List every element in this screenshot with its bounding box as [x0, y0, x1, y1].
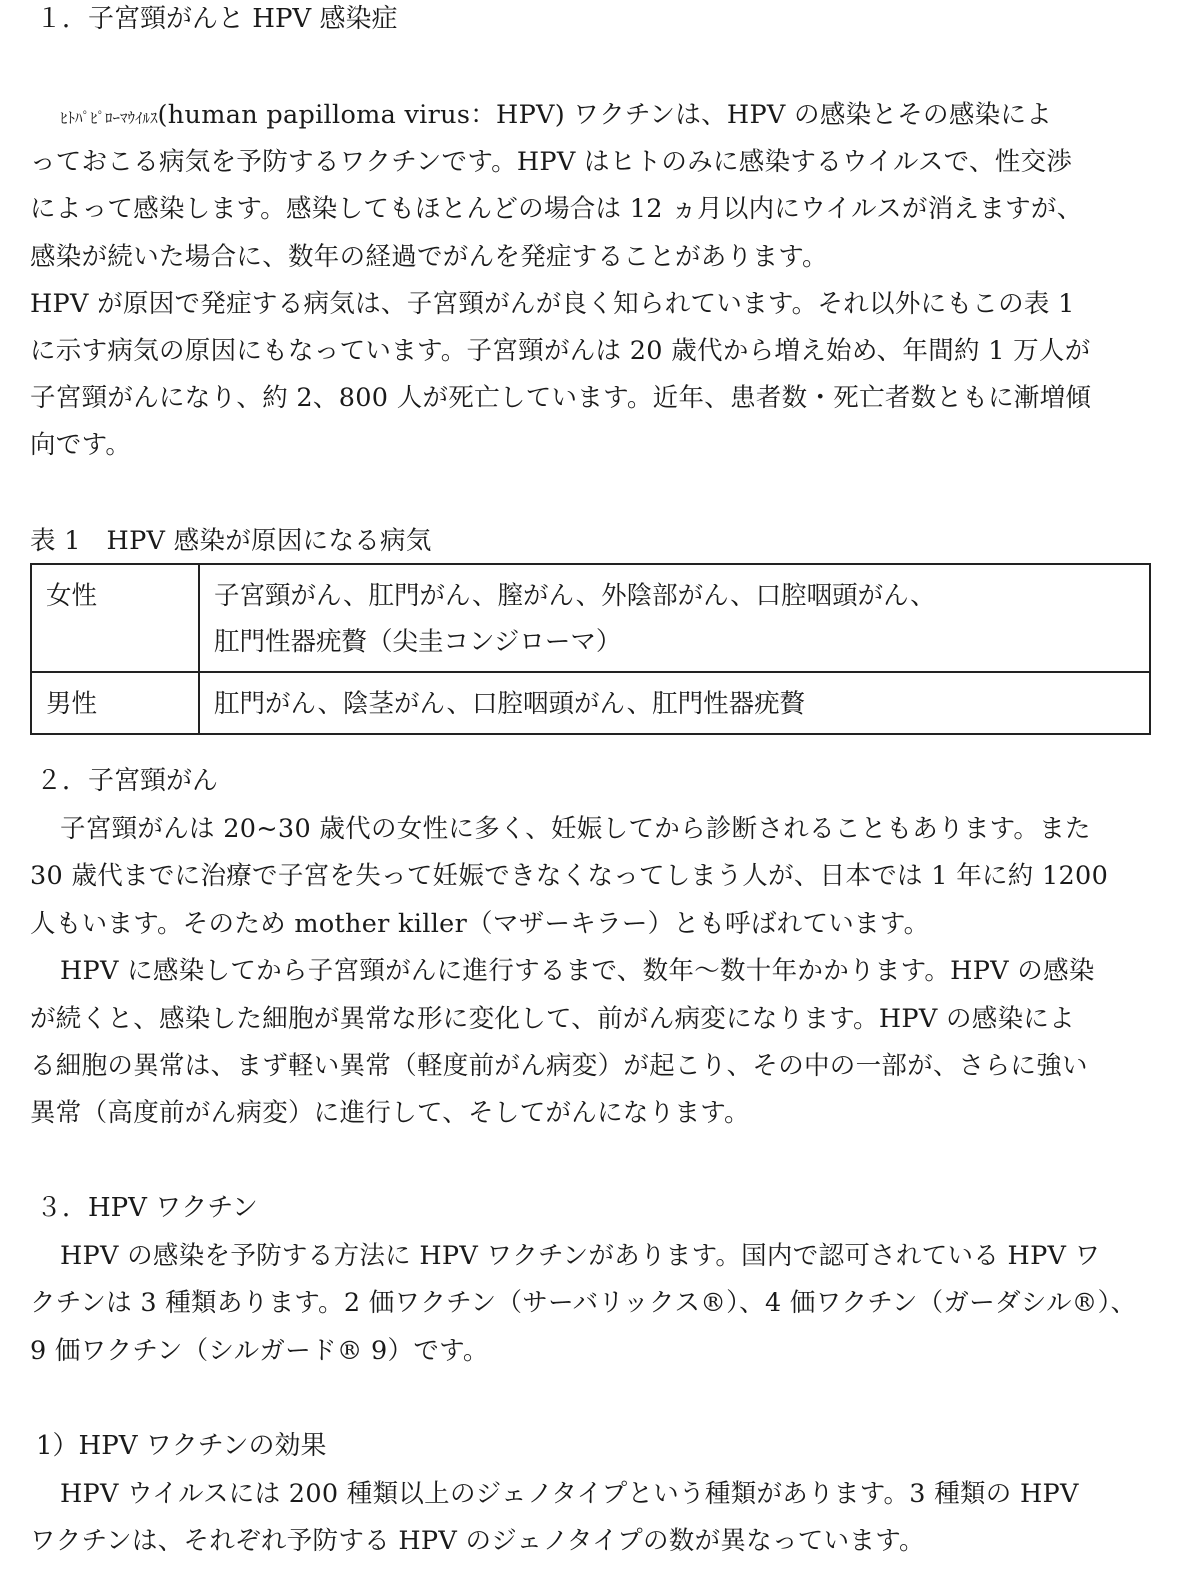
table-cell-line: 肛門性器疣贅（尖圭コンジローマ） — [214, 627, 622, 657]
paragraph-line: HPV に感染してから子宮頸がんに進行するまで、数年〜数十年かかります。HPV の感染 — [60, 956, 1095, 986]
paragraph-line: に示す病気の原因にもなっています。子宮頸がんは 20 歳代から増え始め、年間約 1 万人が — [30, 336, 1091, 366]
subsection-heading: 1）HPV ワクチンの効果 — [36, 1431, 327, 1461]
paragraph-line: 向です。 — [30, 430, 132, 460]
section-1-heading: １．子宮頸がんと HPV 感染症 — [36, 4, 398, 34]
table-cell-diseases — [199, 564, 1150, 672]
paragraph-line: HPV ウイルスには 200 種類以上のジェノタイプという種類があります。3 種類の HPV — [60, 1479, 1079, 1509]
section-2-heading: ２．子宮頸がん — [36, 766, 219, 796]
inline-text: (human papilloma virus：HPV) ワクチンは、HPV の感染とその感染によ — [157, 100, 1053, 130]
table-row — [31, 564, 1150, 672]
furigana-text: ﾋﾄﾊﾟﾋﾟﾛｰﾏｳｲﾙｽ — [60, 109, 158, 127]
paragraph-line: HPV の感染を予防する方法に HPV ワクチンがあります。国内で認可されている HPV ワ — [60, 1241, 1101, 1271]
paragraph-line: ワクチンは、それぞれ予防する HPV のジェノタイプの数が異なっています。 — [30, 1526, 925, 1556]
paragraph-line: 感染が続いた場合に、数年の経過でがんを発症することがあります。 — [30, 242, 828, 272]
table-cell-diseases — [199, 672, 1150, 734]
table-row — [31, 672, 1150, 734]
section-3-heading: ３．HPV ワクチン — [36, 1193, 258, 1223]
table-cell-label: 女性 — [31, 564, 199, 672]
paragraph-line: 子宮頸がんになり、約 2、800 人が死亡しています。近年、患者数・死亡者数ともに漸増傾 — [30, 383, 1092, 413]
paragraph-line: 30 歳代までに治療で子宮を失って妊娠できなくなってしまう人が、日本では 1 年に約 1200 — [30, 861, 1109, 891]
disease-table — [30, 563, 1151, 735]
paragraph-line: 子宮頸がんは 20~30 歳代の女性に多く、妊娠してから診断されることもあります。また — [60, 814, 1091, 844]
paragraph-line: クチンは 3 種類あります。2 価ワクチン（サーバリックス®）、4 価ワクチン（ガーダシル®）、 — [30, 1288, 1137, 1318]
table-cell-line: 子宮頸がん、肛門がん、膣がん、外陰部がん、口腔咽頭がん、 — [214, 581, 936, 611]
paragraph-line: 9 価ワクチン（シルガード® 9）です。 — [30, 1336, 489, 1366]
paragraph-line: っておこる病気を予防するワクチンです。HPV はヒトのみに感染するウイルスで、性交渉 — [30, 147, 1073, 177]
paragraph-line: によって感染します。感染してもほとんどの場合は 12 ヵ月以内にウイルスが消えますが、 — [30, 194, 1083, 224]
paragraph-line — [60, 100, 1052, 133]
table-caption: 表 1 HPV 感染が原因になる病気 — [30, 526, 432, 556]
table-cell-label: 男性 — [31, 672, 199, 734]
table-cell-line: 肛門がん、陰茎がん、口腔咽頭がん、肛門性器疣贅 — [214, 689, 806, 719]
paragraph-line: 人もいます。そのため mother killer（マザーキラー）とも呼ばれています。 — [30, 909, 930, 939]
paragraph-line: る細胞の異常は、まず軽い異常（軽度前がん病変）が起こり、その中の一部が、さらに強い — [30, 1051, 1088, 1081]
paragraph-line: 異常（高度前がん病変）に進行して、そしてがんになります。 — [30, 1098, 750, 1128]
paragraph-line: が続くと、感染した細胞が異常な形に変化して、前がん病変になります。HPV の感染によ — [30, 1004, 1075, 1034]
paragraph-line: HPV が原因で発症する病気は、子宮頸がんが良く知られています。それ以外にもこの表 1 — [30, 289, 1075, 319]
